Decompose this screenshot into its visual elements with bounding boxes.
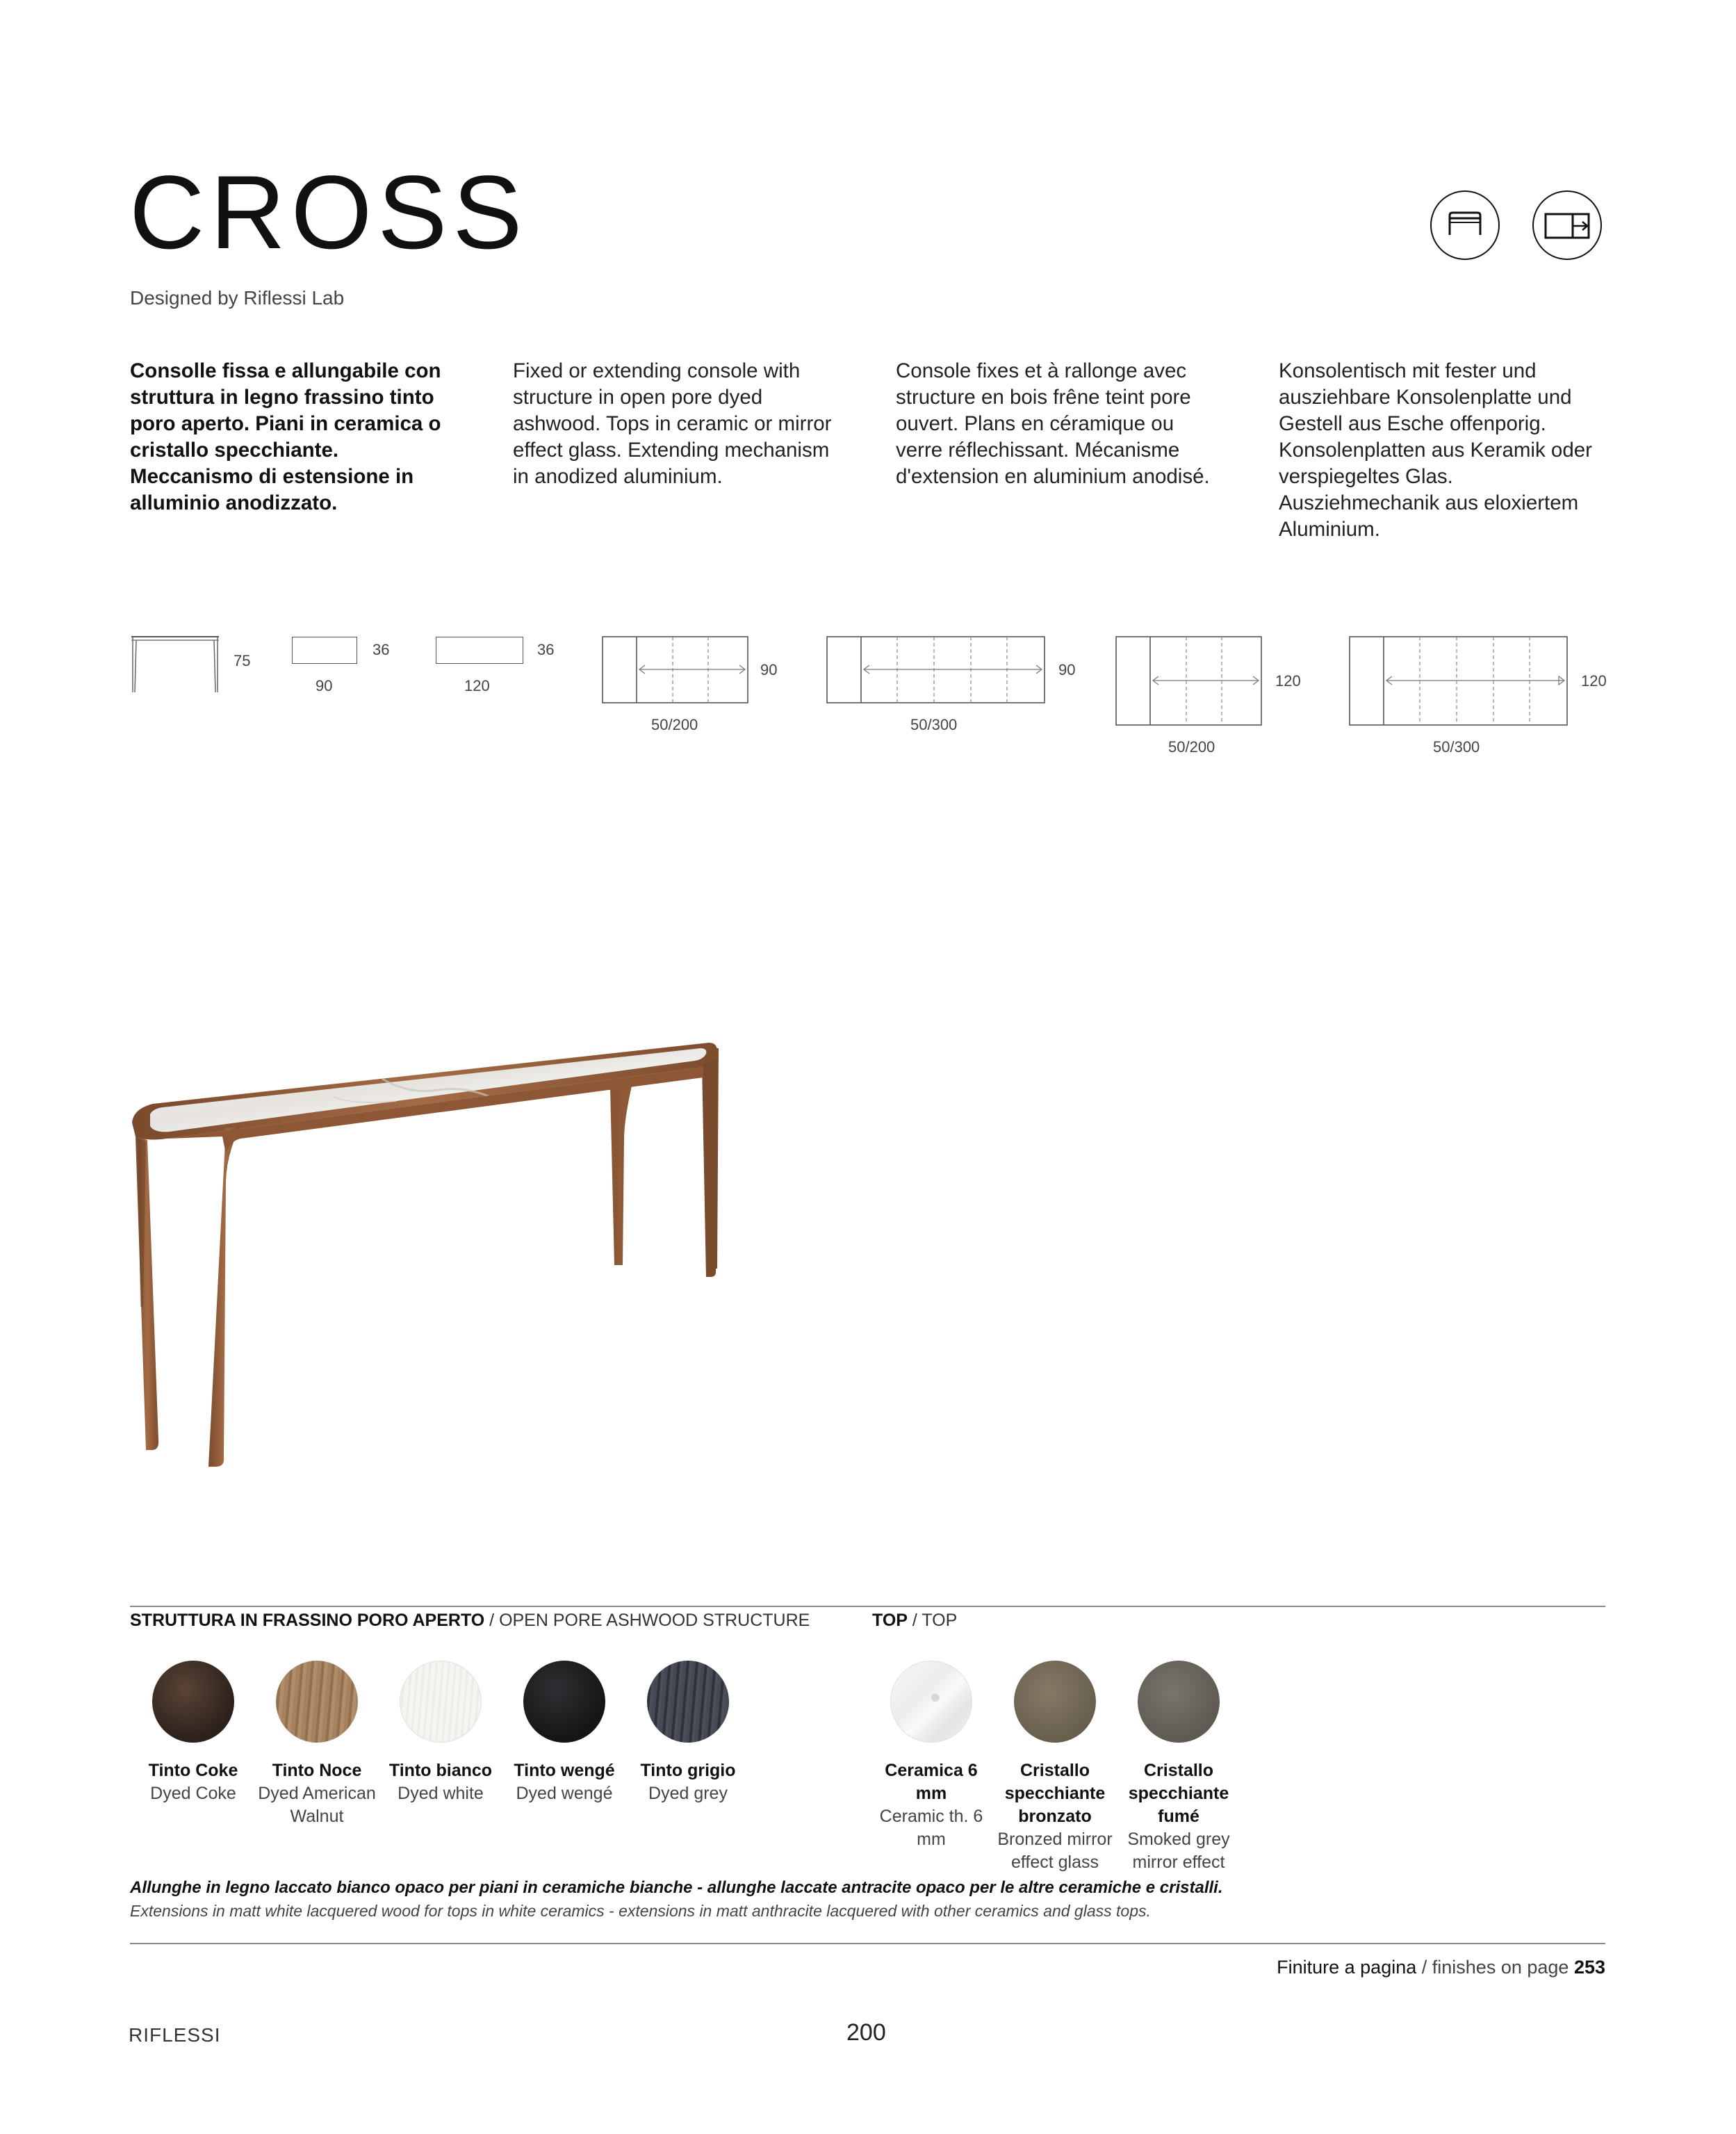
fixed-90-width: 90 bbox=[316, 677, 333, 694]
swatch-cristallo-fume bbox=[1138, 1661, 1220, 1743]
finish-name-en: Dyed grey bbox=[648, 1784, 728, 1803]
console-table-icon bbox=[1430, 190, 1500, 260]
finish-label-tinto-noce bbox=[254, 1759, 379, 1828]
finishes-page-reference bbox=[1277, 1957, 1605, 1978]
ext-3-depth: 120 bbox=[1275, 672, 1301, 690]
structure-heading-it: STRUTTURA IN FRASSINO PORO APERTO bbox=[130, 1611, 485, 1630]
extending-50-300-d90-drawing bbox=[826, 636, 1046, 704]
description-german: Konsolentisch mit fester und ausziehbare Konsolenplatte und Gestell aus Esche offenporig. Konsolenplatten aus Keramik oder verspiegeltes Glas. Ausziehmechanik aus eloxiertem Aluminium. bbox=[1279, 359, 1592, 541]
swatch-cristallo-bronzato bbox=[1014, 1661, 1096, 1743]
finish-name-en: Dyed Coke bbox=[150, 1784, 236, 1803]
swatch-tinto-wenge bbox=[523, 1661, 605, 1743]
finish-label-tinto-bianco bbox=[378, 1759, 503, 1805]
page-number: 200 bbox=[846, 2019, 886, 2046]
finish-name-en: Smoked grey mirror effect bbox=[1127, 1830, 1230, 1872]
finish-label-tinto-wenge bbox=[502, 1759, 627, 1805]
swatch-ceramica bbox=[890, 1661, 972, 1743]
finish-name-en: Dyed American Walnut bbox=[258, 1784, 376, 1826]
description-italian: Consolle fissa e allungabile con struttura in legno frassino tinto poro aperto. Piani in ceramica o cristallo specchiante. Meccanismo di estensione in alluminio anodizzato. bbox=[130, 359, 441, 514]
description-english: Fixed or extending console with structure in open pore dyed ashwood. Tops in ceramic or mirror effect glass. Extending mechanism in anodized aluminium. bbox=[513, 359, 832, 488]
finish-label-ceramica bbox=[869, 1759, 994, 1851]
structure-heading bbox=[130, 1611, 810, 1631]
structure-heading-en: OPEN PORE ASHWOOD STRUCTURE bbox=[499, 1611, 810, 1630]
description-french: Console fixes et à rallonge avec structure en bois frêne teint pore ouvert. Plans en céramique ou verre réflechissant. Mécanisme d'extension en aluminium anodisé. bbox=[896, 359, 1210, 488]
ext-4-length: 50/300 bbox=[1433, 738, 1480, 756]
swatch-tinto-noce bbox=[276, 1661, 358, 1743]
finish-name-en: Bronzed mirror effect glass bbox=[997, 1830, 1113, 1872]
brand-footer: RIFLESSI bbox=[129, 2024, 221, 2046]
top-heading-en: TOP bbox=[922, 1611, 958, 1630]
finish-label-cristallo-fume bbox=[1116, 1759, 1241, 1874]
finish-name-it: Tinto Noce bbox=[272, 1761, 362, 1780]
ext-3-length: 50/200 bbox=[1168, 738, 1215, 756]
side-elevation-drawing bbox=[129, 633, 226, 702]
top-heading-sep: / bbox=[907, 1611, 922, 1630]
finish-name-it: Cristallo specchiante bronzato bbox=[1004, 1761, 1106, 1826]
extending-50-200-d90-drawing bbox=[602, 636, 749, 704]
top-heading bbox=[872, 1611, 957, 1631]
notes-divider bbox=[130, 1943, 1605, 1944]
finish-name-it: Tinto Coke bbox=[148, 1761, 238, 1780]
ext-2-length: 50/300 bbox=[910, 716, 958, 733]
finish-ref-page: 253 bbox=[1573, 1957, 1605, 1978]
ext-2-depth: 90 bbox=[1058, 661, 1076, 678]
ext-1-depth: 90 bbox=[760, 661, 778, 678]
finish-ref-sep: / bbox=[1416, 1957, 1432, 1978]
finish-name-en: Dyed wengé bbox=[516, 1784, 613, 1803]
fixed-top-90-drawing bbox=[292, 637, 357, 664]
page-title: CROSS bbox=[129, 154, 528, 270]
swatch-tinto-grigio bbox=[647, 1661, 729, 1743]
height-dimension: 75 bbox=[234, 652, 251, 669]
fixed-90-depth: 36 bbox=[372, 641, 390, 658]
finish-name-it: Tinto grigio bbox=[640, 1761, 736, 1780]
product-photo bbox=[104, 1015, 758, 1474]
fixed-120-width: 120 bbox=[464, 677, 490, 694]
swatch-tinto-coke bbox=[152, 1661, 234, 1743]
finish-label-cristallo-bronzato bbox=[992, 1759, 1117, 1874]
extending-50-200-d120-drawing bbox=[1115, 636, 1263, 726]
ext-4-depth: 120 bbox=[1581, 672, 1607, 690]
fixed-120-depth: 36 bbox=[537, 641, 555, 658]
finish-label-tinto-coke bbox=[131, 1759, 256, 1805]
finish-name-en: Ceramic th. 6 mm bbox=[879, 1807, 983, 1849]
finish-name-it: Cristallo specchiante fumé bbox=[1128, 1761, 1229, 1826]
finish-ref-it: Finiture a pagina bbox=[1277, 1957, 1417, 1978]
finish-name-it: Tinto bianco bbox=[388, 1761, 493, 1780]
finish-name-it: Tinto wengé bbox=[514, 1761, 615, 1780]
finish-name-en: Dyed white bbox=[398, 1784, 484, 1803]
finish-label-tinto-grigio bbox=[625, 1759, 751, 1805]
swatch-tinto-bianco bbox=[400, 1661, 482, 1743]
top-heading-it: TOP bbox=[872, 1611, 908, 1630]
ext-1-length: 50/200 bbox=[651, 716, 698, 733]
structure-heading-sep: / bbox=[484, 1611, 500, 1630]
fixed-top-120-drawing bbox=[436, 637, 523, 664]
designer-credit: Designed by Riflessi Lab bbox=[130, 287, 345, 309]
extending-50-300-d120-drawing bbox=[1349, 636, 1569, 726]
section-divider bbox=[130, 1606, 1605, 1607]
extending-table-icon bbox=[1532, 190, 1602, 260]
extension-note-english: Extensions in matt white lacquered wood for tops in white ceramics - extensions in matt anthracite lacquered with other ceramics and glass tops. bbox=[130, 1902, 1151, 1920]
finish-name-it: Ceramica 6 mm bbox=[885, 1761, 978, 1803]
finish-ref-en: finishes on page bbox=[1432, 1957, 1569, 1978]
extension-note-italian: Allunghe in legno laccato bianco opaco per piani in ceramiche bianche - allunghe laccate antracite opaco per le altre ceramiche e cristalli. bbox=[130, 1878, 1223, 1897]
